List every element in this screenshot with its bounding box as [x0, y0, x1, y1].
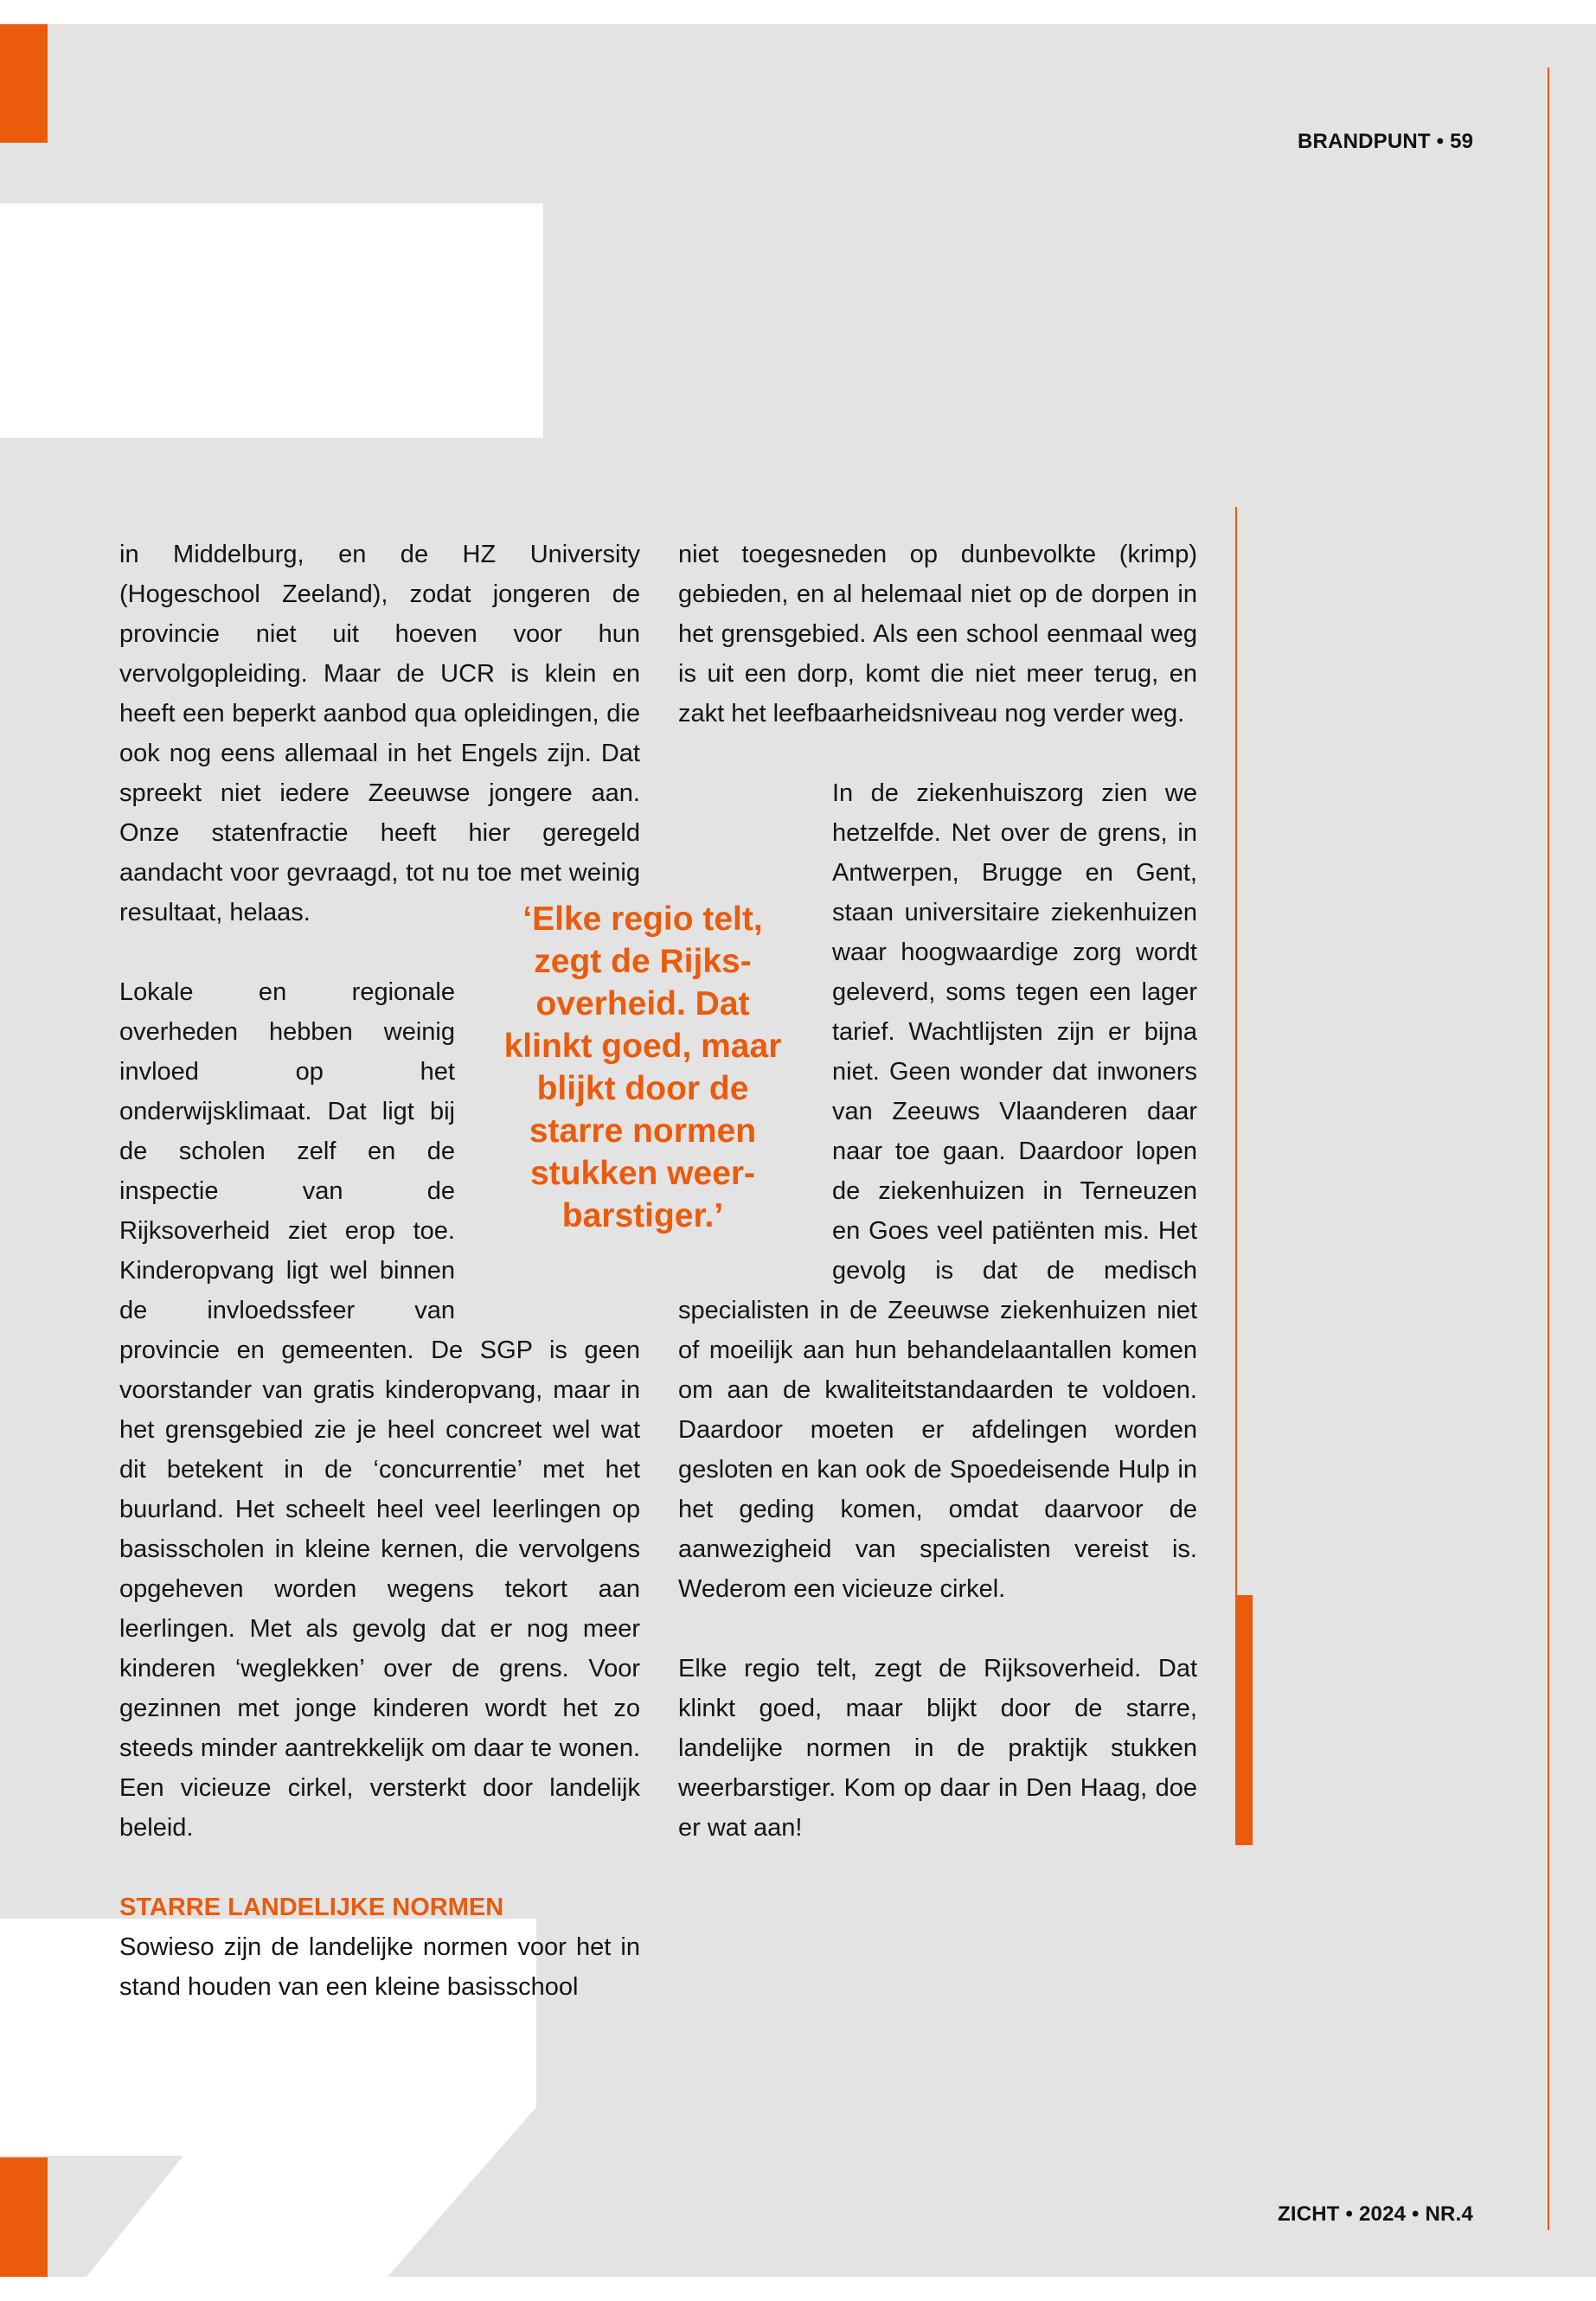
top-left-accent-bar: [0, 24, 48, 143]
left-paragraph-1: in Middelburg, en de HZ University (Hogeschool Zeeland), zodat jongeren de provincie niet uit hoeven voor hun vervolgopleiding. Maar de UCR is klein en heeft een beperkt aanbod qua opleidingen, die ook nog eens allemaal in het Engels zijn. Dat spreekt niet iedere Zeeuwse jongere aan. Onze statenfractie heeft hier geregeld aandacht voor gevraagd, tot nu toe met weinig resultaat, helaas.: [119, 541, 640, 926]
right-paragraph-1: niet toegesneden op dunbevolkte (krimp) gebieden, en al helemaal niet op de dorpen in het grensgebied. Als een school eenmaal weg is uit een dorp, komt die niet meer terug, en zakt het leefbaarheidsniveau nog verder weg.: [678, 541, 1197, 727]
right-margin-rule: [1548, 67, 1549, 2230]
bottom-left-accent-overlay: [0, 2157, 48, 2277]
right-paragraph-3: Elke regio telt, zegt de Rijksoverheid. Dat klinkt goed, maar blijkt door de starre, landelijke normen in de praktijk stukken weerbarstiger. Kom op daar in Den Haag, doe er wat aan!: [678, 1655, 1197, 1842]
article-column-left: [119, 535, 640, 2007]
running-foot: ZICHT • 2024 • NR.4: [1278, 2202, 1473, 2226]
pull-quote: ‘Elke regio telt, zegt de Rijks-overheid. Dat klinkt goed, maar blijkt door de starre normen stukken weer-barstiger.’: [503, 901, 782, 1234]
left-paragraph-2: Lokale en regionale overheden hebben weinig invloed op het onderwijsklimaat. Dat ligt bij de scholen zelf en de inspectie van de Rijksoverheid ziet erop toe. Kinderopvang ligt wel binnen de invloedssfeer van provincie en gemeenten. De SGP is geen voorstander van gratis kinderopvang, maar in het grensgebied zie je heel concreet wel wat dit betekent in de ‘concurrentie’ met het buurland. Het scheelt heel veel leerlingen op basisscholen in kleine kernen, die vervolgens opgeheven worden wegens tekort aan leerlingen. Met als gevolg dat er nog meer kinderen ‘weglekken’ over de grens. Voor gezinnen met jonge kinderen wordt het zo steeds minder aantrekkelijk om daar te wonen. Een vicieuze cirkel, versterkt door landelijk beleid.: [119, 978, 640, 1842]
magazine-page: [0, 24, 1596, 2277]
image-placeholder-top: [0, 203, 543, 438]
section-heading: STARRE LANDELIJKE NORMEN: [119, 1894, 504, 1921]
right-column-accent-bar: [1235, 1595, 1253, 1845]
left-paragraph-3: Sowieso zijn de landelijke normen voor het in stand houden van een kleine basisschool: [119, 1933, 640, 2001]
right-column-rule: [1235, 507, 1237, 1597]
right-paragraph-2-text: In de ziekenhuiszorg zien we hetzelfde. Net over de grens, in Antwerpen, Brugge en Gent, staan universitaire ziekenhuizen waar hoogwaardige zorg wordt geleverd, soms tegen een lager tarief. Wachtlijsten zijn er bijna niet. Geen wonder dat inwoners van Zeeuws Vlaanderen daar naar toe gaan. Daardoor lopen de ziekenhuizen in Terneuzen en Goes veel patiënten mis. Het gevolg is dat de medisch specialisten in de Zeeuwse ziekenhuizen niet of moeilijk aan hun behandelaantallen komen om aan de kwaliteitstandaarden te voldoen. Daardoor moeten er afdelingen worden gesloten en kan ook de Spoedeisende Hulp in het geding komen, omdat daarvoor de aanwezigheid van specialisten vereist is. Wederom een vicieuze cirkel.: [678, 779, 1197, 1603]
running-head: BRANDPUNT • 59: [1298, 130, 1474, 153]
